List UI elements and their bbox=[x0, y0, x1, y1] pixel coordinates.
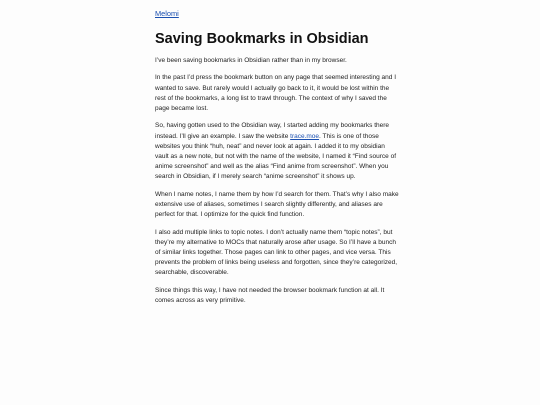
paragraph-example-text-start: So, having gotten used to the Obsidian way, I started adding my bookmarks there instead. I’ll give an example. I saw the website bbox=[155, 122, 390, 140]
site-home-link[interactable]: Melomi bbox=[155, 9, 179, 18]
paragraph-intro: I’ve been saving bookmarks in Obsidian rather than in my browser. bbox=[155, 57, 347, 64]
paragraph-past-bookmarks: In the past I’d press the bookmark button on any page that seemed interesting and I wanted to save. But rarely would I actually go back to it, it would be lost within the rest of the bookmarks, a long list to trawl through. The context of why I saved the page became lost. bbox=[155, 74, 397, 112]
paragraph-example-text-end: . This is one of those websites you think “huh, neat” and never look at again. I added it to my obsidian vault as a new note, but not with the name of the website, I named it “Find source of anime screenshot” and well as the alias “Find anime from screenshot”. When you search in Obsidian, if I merely search “anime screenshot” it shows up. bbox=[155, 132, 396, 181]
paragraph-conclusion: Since things this way, I have not needed the browser bookmark function at all. It comes across as very primitive. bbox=[155, 286, 385, 304]
trace-moe-link[interactable]: trace.moe bbox=[290, 132, 320, 140]
page-title: Saving Bookmarks in Obsidian bbox=[155, 31, 369, 47]
paragraph-topic-notes: I also add multiple links to topic notes. I don’t actually name them “topic notes”, but they’re my alternative to MOCs that naturally arose after usage. So I’ll have a bunch of similar links together. Those pages can link to other pages, and vice versa. This prevents the problem of links being useless and forgotten, since they’re categorized, searchable, discoverable. bbox=[155, 228, 398, 277]
paragraph-naming-notes: When I name notes, I name them by how I’d search for them. That’s why I also make extensive use of aliases, sometimes I search slightly differently, and aliases are perfect for that. I optimize for the quick find function. bbox=[155, 190, 399, 219]
paragraph-example bbox=[155, 121, 400, 182]
page-container bbox=[155, 0, 400, 306]
